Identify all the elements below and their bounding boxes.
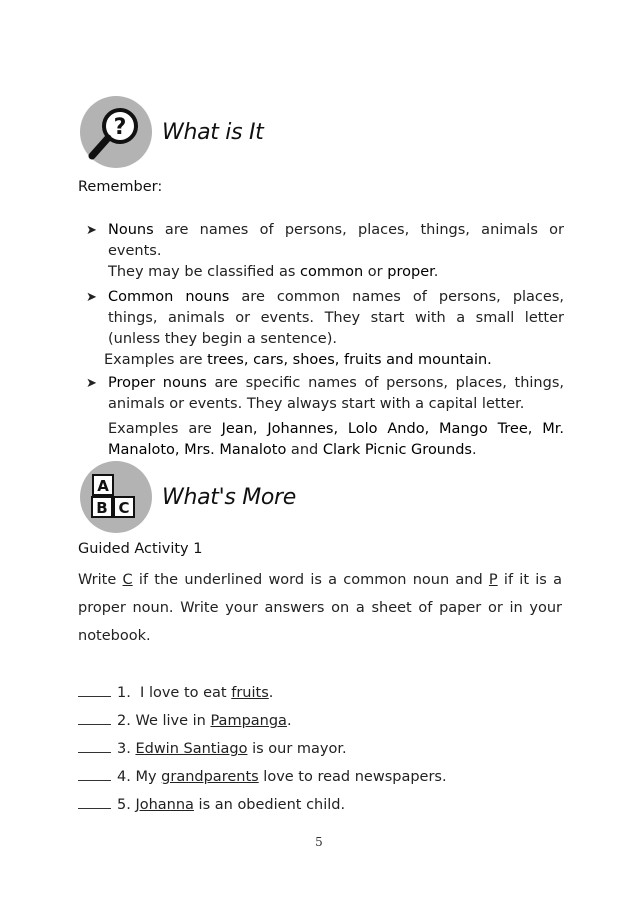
- list-item: [78, 679, 447, 707]
- block-a-label: A: [97, 477, 109, 495]
- sentence-text: .: [286, 713, 292, 729]
- answer-blank[interactable]: [78, 710, 111, 725]
- definition-text: are specific names of persons, places, things, animals or events. They always start with a capital letter.: [108, 375, 564, 412]
- term-proper-nouns: Proper nouns: [108, 375, 207, 391]
- sentence-text: We live in: [135, 713, 211, 729]
- item-number: 5.: [117, 797, 131, 813]
- term-common: common: [300, 264, 364, 280]
- page-number: 5: [315, 835, 323, 849]
- activity-title: Guided Activity 1: [78, 541, 203, 557]
- examples-values: Jean, Johannes, Lolo Ando, Mango Tree, Mr. Manaloto, Mrs. Manaloto: [108, 421, 564, 458]
- answer-blank[interactable]: [78, 738, 111, 753]
- definition-text: are names of persons, places, things, animals or events.: [108, 222, 564, 259]
- item-number: 3.: [117, 741, 131, 757]
- list-item: [78, 735, 447, 763]
- block-c-label: C: [118, 499, 130, 517]
- examples-line: [86, 350, 564, 371]
- activity-items: [78, 679, 447, 819]
- section-title-what-is-it: What is It: [162, 120, 264, 145]
- whats-more-header: [80, 461, 560, 541]
- examples-last-value: Clark Picnic Grounds: [322, 442, 472, 458]
- punctuation: .: [433, 264, 439, 280]
- punctuation: .: [471, 442, 477, 458]
- arrow-bullet-icon: ➤: [86, 376, 97, 391]
- block-b-label: B: [96, 499, 108, 517]
- term-proper: proper: [387, 264, 434, 280]
- examples-label: Examples are: [108, 421, 222, 437]
- list-item: [86, 373, 564, 461]
- sentence-text: I love to eat: [135, 685, 232, 701]
- instruction-text: if it is a proper noun. Write your answers on a sheet of paper or in your notebook.: [78, 572, 562, 644]
- item-number: 2.: [117, 713, 131, 729]
- list-item: [78, 707, 447, 735]
- noun-rules-list: [86, 220, 564, 461]
- answer-blank[interactable]: [78, 766, 111, 781]
- definition-text: are common names of persons, places, things, animals or events. They start with a small letter (unless they begin a sentence).: [108, 289, 564, 347]
- sentence-text: love to read newspapers.: [258, 769, 447, 785]
- magnifier-question-icon: [80, 96, 152, 168]
- list-item: [78, 763, 447, 791]
- list-item: [78, 791, 447, 819]
- list-item: [86, 220, 564, 283]
- section-title-whats-more: What's More: [162, 485, 297, 510]
- svg-text:?: ?: [113, 115, 127, 140]
- letter-p: P: [488, 572, 498, 588]
- instruction-text: Write: [78, 572, 123, 588]
- list-item: [86, 287, 564, 350]
- arrow-bullet-icon: ➤: [86, 290, 97, 305]
- connector-text: and: [286, 442, 323, 458]
- activity-instructions: [78, 566, 562, 650]
- remember-label: Remember:: [78, 179, 163, 195]
- sentence-text: .: [268, 685, 274, 701]
- instruction-text: if the underlined word is a common noun and: [132, 572, 489, 588]
- letter-c: C: [122, 572, 133, 588]
- sentence-text: is an obedient child.: [193, 797, 346, 813]
- underlined-word: Pampanga: [210, 713, 287, 729]
- examples-values: trees, cars, shoes, fruits and mountain.: [207, 352, 492, 368]
- arrow-bullet-icon: ➤: [86, 223, 97, 238]
- examples-label: Examples are: [104, 352, 208, 368]
- connector-text: or: [363, 264, 388, 280]
- underlined-word: Johanna: [135, 797, 194, 813]
- underlined-word: Edwin Santiago: [135, 741, 248, 757]
- answer-blank[interactable]: [78, 682, 111, 697]
- sentence-text: My: [135, 769, 162, 785]
- term-common-nouns: Common nouns: [108, 289, 230, 305]
- item-number: 4.: [117, 769, 131, 785]
- definition-text: They may be classified as: [108, 264, 301, 280]
- term-nouns: Nouns: [108, 222, 154, 238]
- answer-blank[interactable]: [78, 794, 111, 809]
- underlined-word: fruits: [231, 685, 269, 701]
- sentence-text: is our mayor.: [247, 741, 347, 757]
- underlined-word: grandparents: [161, 769, 259, 785]
- what-is-it-header: [80, 96, 560, 176]
- item-number: 1.: [117, 685, 131, 701]
- abc-blocks-icon: [80, 461, 152, 533]
